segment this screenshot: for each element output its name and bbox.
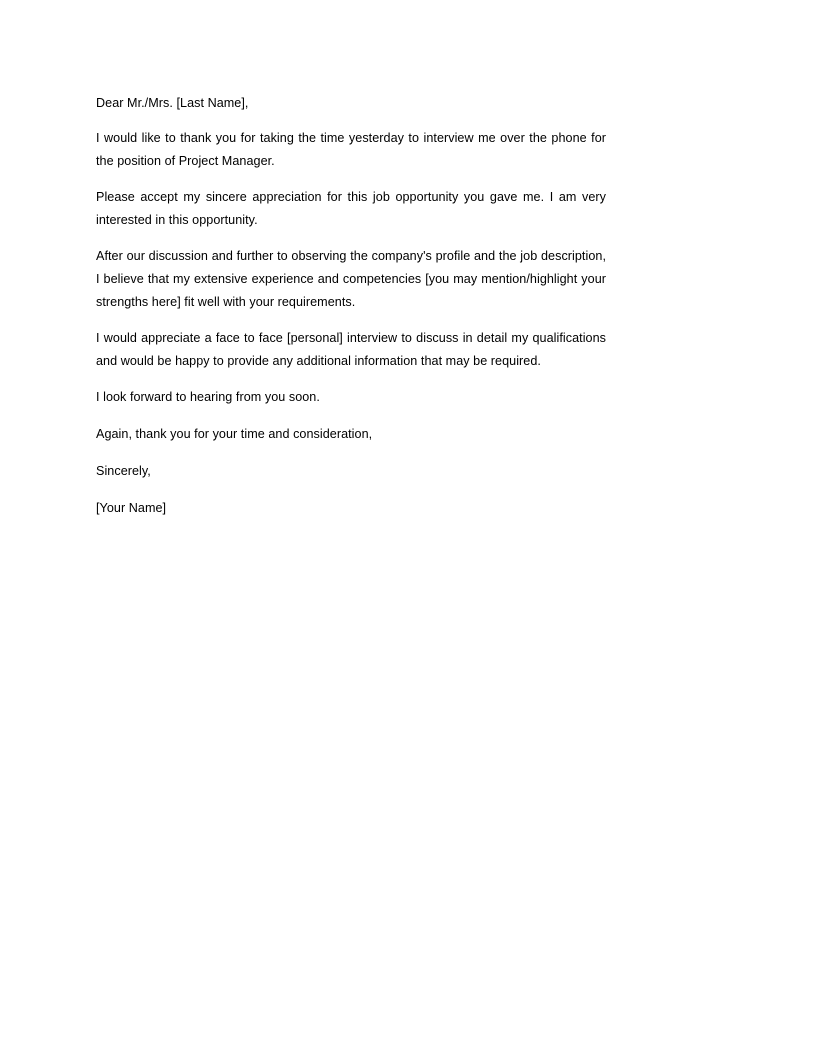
paragraph-appreciation: Please accept my sincere appreciation for this job opportunity you gave me. I am very interested in this opportunity.: [96, 190, 606, 227]
closing-line-look-forward: I look forward to hearing from you soon.: [96, 390, 320, 404]
closing-line-thanks: Again, thank you for your time and consideration,: [96, 427, 373, 441]
paragraph-interview-request: I would appreciate a face to face [personal] interview to discuss in detail my qualifications and would be happy to provide any additional information that may be required.: [96, 331, 606, 368]
letter-body: [96, 92, 606, 533]
paragraph-thank-you: I would like to thank you for taking the time yesterday to interview me over the phone for the position of Project Manager.: [96, 131, 606, 168]
salutation: Dear Mr./Mrs. [Last Name],: [96, 96, 249, 110]
signature-name: [Your Name]: [96, 501, 167, 515]
paragraph-experience: After our discussion and further to observing the company's profile and the job description, I believe that my extensive experience and competencies [you may mention/highlight your strengths here] fit well with your requirements.: [96, 249, 606, 309]
signoff: Sincerely,: [96, 464, 151, 478]
